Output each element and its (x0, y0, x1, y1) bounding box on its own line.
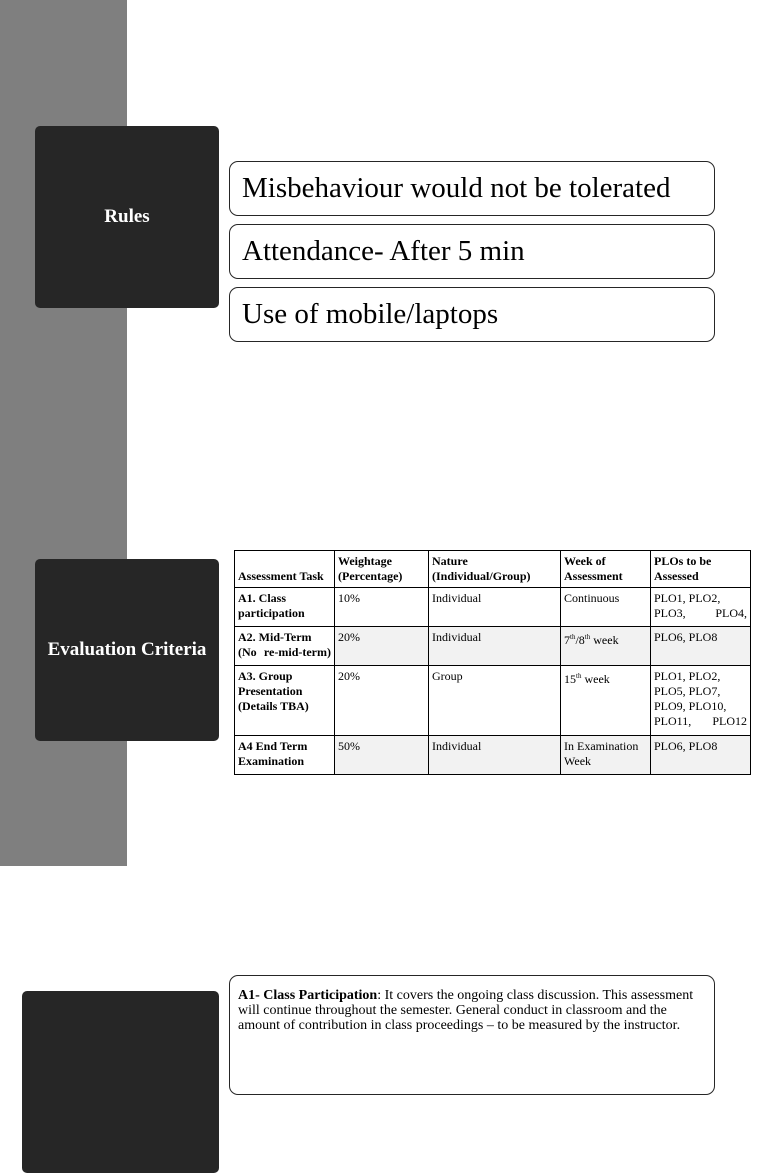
section-title-evaluation (35, 559, 219, 741)
table-header: Nature (Individual/Group) (429, 551, 561, 588)
table-cell: 20% (335, 627, 429, 666)
slide-rules (0, 0, 768, 433)
table-cell: A1. Class participation (235, 588, 335, 627)
table-header: Week of Assessment (561, 551, 651, 588)
table-cell: 10% (335, 588, 429, 627)
table-cell: A2. Mid-Term (No re-mid-term) (235, 627, 335, 666)
section-title-text: Evaluation Criteria (47, 639, 207, 660)
table-cell: A3. Group Presentation (Details TBA) (235, 666, 335, 736)
table-header: Assessment Task (235, 551, 335, 588)
table-header: PLOs to be Assessed (651, 551, 751, 588)
table-row (235, 627, 751, 666)
table-cell: 50% (335, 736, 429, 775)
table-cell: Group (429, 666, 561, 736)
section-title-box (22, 991, 219, 1173)
slide-class-participation (0, 866, 768, 1033)
table-cell: PLO6, PLO8 (651, 736, 751, 775)
table-cell: In Examination Week (561, 736, 651, 775)
rule-item: Misbehaviour would not be tolerated (229, 161, 715, 216)
evaluation-table (234, 550, 751, 775)
slide-evaluation (0, 433, 768, 866)
rule-item: Use of mobile/laptops (229, 287, 715, 342)
table-cell: 7th/8th week (561, 627, 651, 666)
section-title-text: Rules (104, 206, 150, 227)
table-cell: 15th week (561, 666, 651, 736)
table-cell: Individual (429, 588, 561, 627)
rule-item: Attendance- After 5 min (229, 224, 715, 279)
table-header: Weightage (Percentage) (335, 551, 429, 588)
table-cell: A4 End Term Examination (235, 736, 335, 775)
cp-title: A1- Class Participation (238, 988, 378, 1003)
table-row (235, 588, 751, 627)
table-cell: PLO1, PLO2, PLO3, PLO4, (651, 588, 751, 627)
class-participation-box (229, 975, 715, 1095)
table-cell: Individual (429, 627, 561, 666)
table-cell: Individual (429, 736, 561, 775)
table-cell: PLO1, PLO2, PLO5, PLO7, PLO9, PLO10, PLO11, PLO12 (651, 666, 751, 736)
table-cell: 20% (335, 666, 429, 736)
section-title-rules (35, 126, 219, 308)
table-header-row (235, 551, 751, 588)
cp-text: : It covers the ongoing class discussion. This assessment will continue throughout the semester. General conduct in classroom and the amount of contribution in class proceedings – to be measured by the instructor. (238, 988, 694, 1033)
table-cell: Continuous (561, 588, 651, 627)
table-row (235, 736, 751, 775)
table-row (235, 666, 751, 736)
table-cell: PLO6, PLO8 (651, 627, 751, 666)
